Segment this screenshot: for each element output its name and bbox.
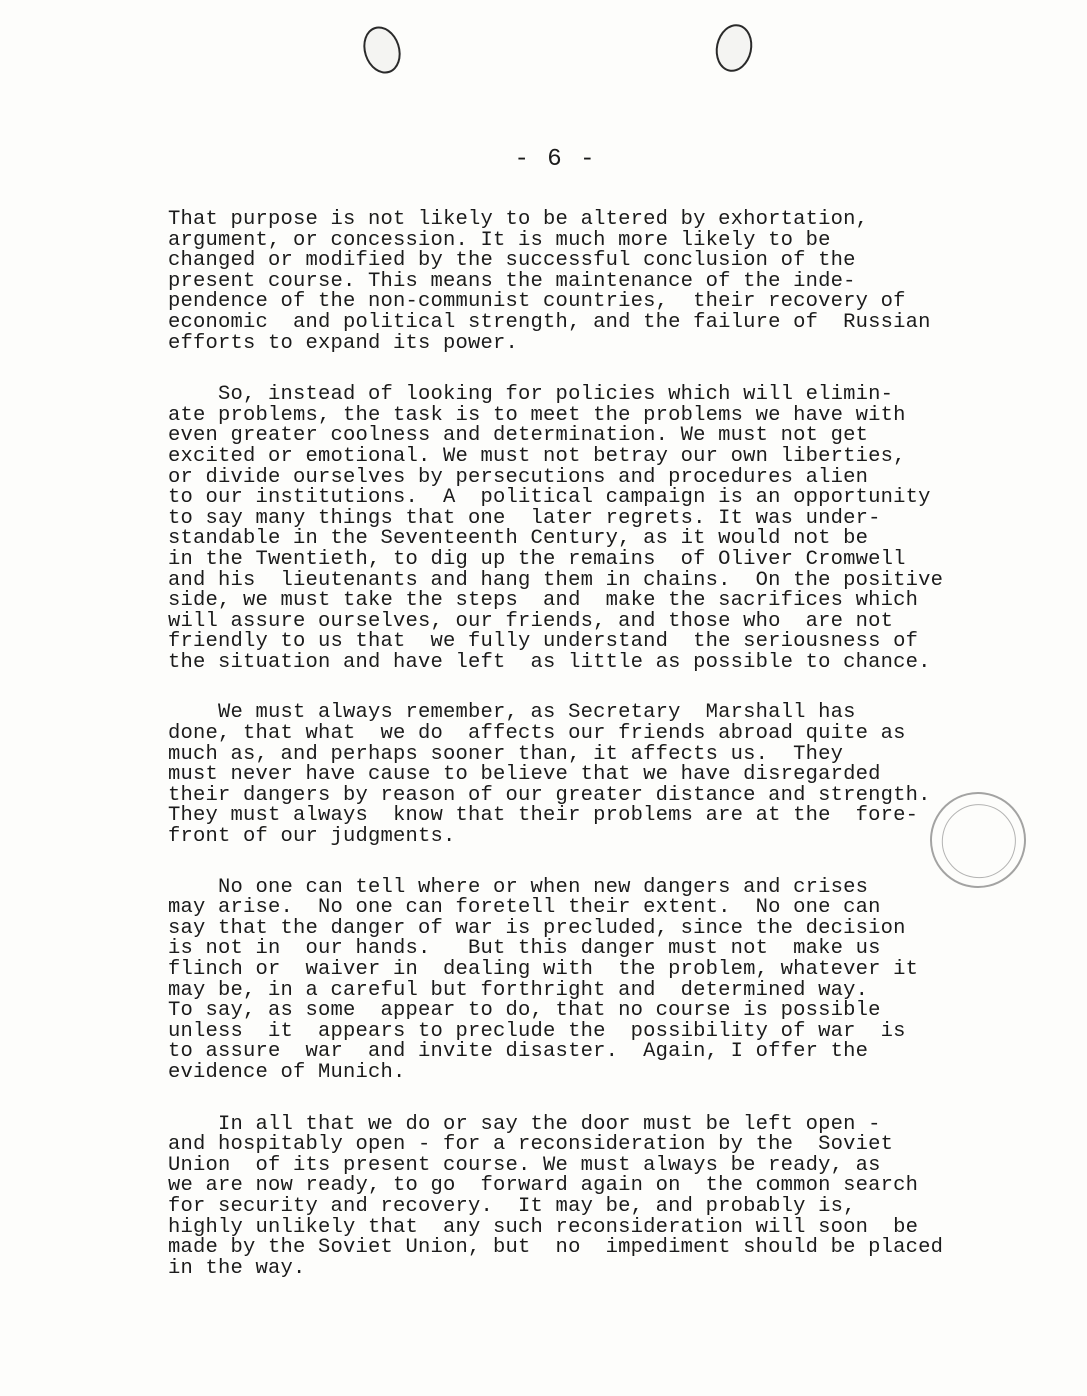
text-line: to say many things that one later regrets. It was under- <box>168 506 881 530</box>
text-line: changed or modified by the successful conclusion of the <box>168 249 856 273</box>
text-line: will assure ourselves, our friends, and those who are not <box>168 609 894 633</box>
text-line: in the way. <box>168 1256 306 1280</box>
text-line: Union of its present course. We must always be ready, as <box>168 1153 881 1177</box>
text-line: side, we must take the steps and make the sacrifices which <box>168 589 919 613</box>
paragraph-3 <box>168 703 988 847</box>
text-line: To say, as some appear to do, that no course is possible <box>168 999 881 1023</box>
text-line: present course. This means the maintenance of the inde- <box>168 269 856 293</box>
text-line: highly unlikely that any such reconsideration will soon be <box>168 1215 919 1239</box>
punch-hole-left <box>357 22 406 79</box>
text-line: we are now ready, to go forward again on the common search <box>168 1174 919 1198</box>
text-line: flinch or waiver in dealing with the problem, whatever it <box>168 958 919 981</box>
text-line: is not in our hands. But this danger must not make us <box>168 937 881 961</box>
text-line: No one can tell where or when new dangers and crises <box>168 875 869 899</box>
text-line: standable in the Seventeenth Century, as it would not be <box>168 527 869 551</box>
stamp-inner-ring <box>937 799 1021 883</box>
text-line: unless it appears to preclude the possibility of war is <box>168 1019 906 1043</box>
text-line: economic and political strength, and the failure of Russian <box>168 310 931 334</box>
text-line: pendence of the non-communist countries, their recovery of <box>168 290 906 314</box>
paragraph-1 <box>168 210 988 354</box>
text-line: the situation and have left as little as possible to chance. <box>168 650 931 674</box>
text-line: In all that we do or say the door must be left open - <box>168 1112 881 1136</box>
text-line: efforts to expand its power. <box>168 331 519 355</box>
text-line: They must always know that their problems are at the fore- <box>168 804 919 828</box>
text-line: to assure war and invite disaster. Again, I offer the <box>168 1040 869 1064</box>
punch-hole-right <box>711 21 756 75</box>
text-line: or divide ourselves by persecutions and procedures alien <box>168 465 869 489</box>
body-text <box>168 210 988 1309</box>
text-line: for security and recovery. It may be, and probably is, <box>168 1194 856 1218</box>
text-line: argument, or concession. It is much more likely to be <box>168 228 831 252</box>
text-line: may be, in a careful but forthright and determined way. <box>168 978 869 1002</box>
text-line: That purpose is not likely to be altered by exhortation, <box>168 208 869 231</box>
paragraph-2 <box>168 385 988 673</box>
text-line: ate problems, the task is to meet the problems we have with <box>168 403 906 427</box>
text-line: much as, and perhaps sooner than, it affects us. They <box>168 742 844 766</box>
text-line: to our institutions. A political campaign is an opportunity <box>168 486 931 510</box>
paragraph-4 <box>168 875 988 1084</box>
text-line: front of our judgments. <box>168 825 456 849</box>
text-line: excited or emotional. We must not betray our own liberties, <box>168 444 906 468</box>
text-line: must never have cause to believe that we have disregarded <box>168 763 881 787</box>
paragraph-5 <box>168 1112 988 1280</box>
text-line: their dangers by reason of our greater distance and strength. <box>168 783 931 807</box>
text-line: made by the Soviet Union, but no impediment should be placed <box>168 1236 944 1260</box>
text-line: even greater coolness and determination. We must not get <box>168 424 869 448</box>
text-line: may arise. No one can foretell their extent. No one can <box>168 896 881 920</box>
page-number: - 6 - <box>514 146 597 173</box>
text-line: We must always remember, as Secretary Marshall has <box>168 701 856 725</box>
text-line: and his lieutenants and hang them in chains. On the positive <box>168 568 944 592</box>
text-line: and hospitably open - for a reconsideration by the Soviet <box>168 1133 894 1157</box>
text-line: say that the danger of war is precluded, since the decision <box>168 916 906 940</box>
text-line: friendly to us that we fully understand the seriousness of <box>168 630 919 654</box>
text-line: evidence of Munich. <box>168 1060 406 1084</box>
text-line: So, instead of looking for policies which will elimin- <box>168 383 894 407</box>
text-line: in the Twentieth, to dig up the remains of Oliver Cromwell <box>168 547 906 571</box>
text-line: done, that what we do affects our friends abroad quite as <box>168 722 906 746</box>
